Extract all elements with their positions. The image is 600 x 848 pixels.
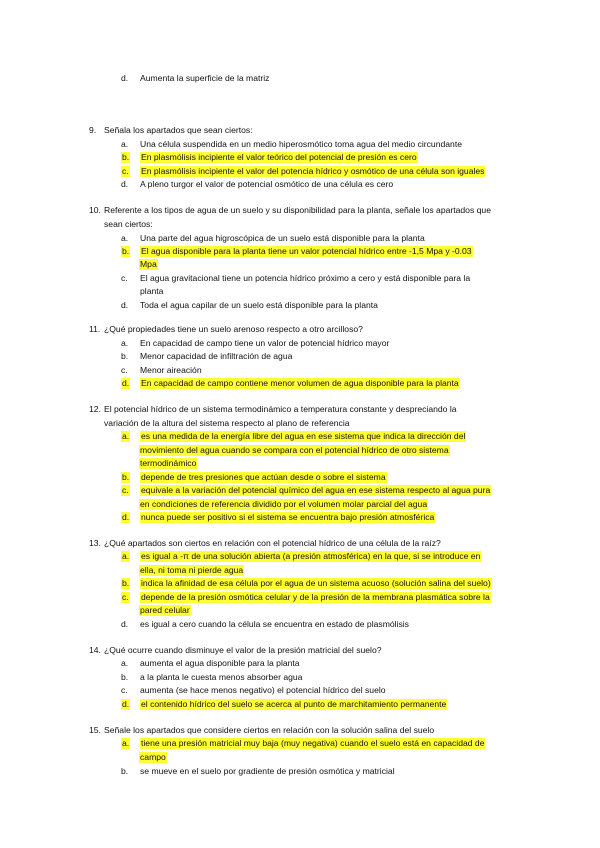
option-letter: c.	[121, 273, 128, 283]
option-letter: c.	[122, 592, 129, 602]
option-letter: a.	[121, 658, 129, 668]
question-number: 12.	[89, 404, 101, 414]
option-letter: b.	[122, 578, 130, 588]
question-text: El potencial hídrico de un sistema termodinámico a temperatura constante y despreciando la	[104, 404, 457, 414]
question-number: 13.	[89, 538, 101, 548]
option-letter: a.	[121, 233, 129, 243]
option-text-highlighted: En plasmólisis incipiente el valor teórico del potencial de presión es cero	[141, 152, 417, 162]
option-letter: d.	[121, 300, 129, 310]
option-letter: c.	[122, 485, 129, 495]
option-text: A pleno turgor el valor de potencial osmótico de una célula es cero	[140, 179, 394, 189]
option-text-continued: planta	[140, 286, 164, 296]
option-letter: d.	[121, 619, 129, 629]
question-text: Señala los apartados que sean ciertos:	[104, 125, 253, 135]
option-text: En capacidad de campo tiene un valor de potencial hídrico mayor	[140, 338, 390, 348]
option-text: El agua gravitacional tiene un potencia hídrico próximo a cero y está disponible para la	[140, 273, 471, 283]
option-text: se mueve en el suelo por gradiente de presión osmótica y matricial	[140, 766, 395, 776]
option-text: a la planta le cuesta menos absorber agua	[140, 672, 303, 682]
option-text-highlighted: depende de la presión osmótica celular y de la presión de la membrana plasmática sobre la	[141, 592, 490, 602]
option-text-highlighted: En plasmólisis incipiente el valor del potencia hídrico y osmótico de una célula son iguales	[141, 166, 485, 176]
option-text-highlighted: El agua disponible para la planta tiene un valor potencial hídrico entre -1,5 Mpa y -0.03	[141, 246, 472, 256]
option-text-continued-highlighted: termodinámico	[140, 458, 197, 468]
option-letter: a.	[122, 431, 130, 441]
option-text-continued-highlighted: ella, ni toma ni pierde agua	[140, 565, 244, 575]
option-text-highlighted: tiene una presión matricial muy baja (muy negativa) cuando el suelo está en capacidad de	[141, 738, 485, 748]
question-number: 10.	[89, 205, 101, 215]
option-letter: b.	[122, 246, 130, 256]
option-text: Una célula suspendida en un medio hiperosmótico toma agua del medio circundante	[140, 139, 462, 149]
option-letter: a.	[121, 139, 129, 149]
option-text-highlighted: En capacidad de campo contiene menor volumen de agua disponible para la planta	[141, 378, 459, 388]
option-letter: b.	[122, 472, 130, 482]
option-text-highlighted: el contenido hídrico del suelo se acerca al punto de marchitamiento permanente	[141, 699, 447, 709]
question-text: ¿Qué apartados son ciertos en relación con el potencial hídrico de una célula de la raíz?	[104, 538, 441, 548]
option-letter: b.	[122, 152, 130, 162]
question-text: Referente a los tipos de agua de un suelo y su disponibilidad para la planta, señale los apartados que	[104, 205, 491, 215]
option-letter: b.	[121, 766, 129, 776]
option-text-continued-highlighted: campo	[140, 752, 166, 762]
option-text-continued-highlighted: movimiento del agua cuando se compara con el potencial hídrico de otro sistema	[140, 445, 449, 455]
question-text-continued: variación de la altura del sistema respecto al plano de referencia	[104, 418, 350, 428]
option-letter: b.	[121, 672, 129, 682]
question-text: ¿Qué ocurre cuando disminuye el valor de la presión matricial del suelo?	[104, 645, 382, 655]
question-number: 14.	[89, 645, 101, 655]
option-text-highlighted: nunca puede ser positivo si el sistema se encuentra bajo presión atmosférica	[141, 512, 435, 522]
option-text: aumenta (se hace menos negativo) el potencial hídrico del suelo	[140, 685, 386, 695]
option-letter: d.	[122, 512, 130, 522]
option-letter: d.	[121, 179, 129, 189]
option-letter: c.	[121, 685, 128, 695]
option-text: Una parte del agua higroscópica de un suelo está disponible para la planta	[140, 233, 425, 243]
option-text: Menor capacidad de infiltración de agua	[140, 351, 293, 361]
option-text-highlighted: equivale a la variación del potencial químico del agua en ese sistema respecto al agua pura	[141, 485, 491, 495]
option-letter: b.	[121, 351, 129, 361]
question-number: 15.	[89, 725, 101, 735]
option-text: Aumenta la superficie de la matriz	[140, 73, 270, 83]
option-text-highlighted: es una medida de la energía libre del agua en ese sistema que indica la dirección del	[141, 431, 466, 441]
option-text: Menor aireación	[140, 365, 202, 375]
option-letter: c.	[122, 166, 129, 176]
option-text-continued-highlighted: en condiciones de referencia dividido por el volumen molar parcial del agua	[140, 499, 428, 509]
option-letter: d.	[122, 378, 130, 388]
option-text-continued-highlighted: pared celular	[140, 605, 190, 615]
option-letter: d.	[121, 73, 129, 83]
option-text: es igual a cero cuando la célula se encuentra en estado de plasmólisis	[140, 619, 409, 629]
option-letter: a.	[121, 338, 129, 348]
question-text-continued: sean ciertos:	[104, 219, 153, 229]
option-letter: a.	[122, 738, 130, 748]
option-letter: a.	[122, 551, 130, 561]
option-text: aumenta el agua disponible para la planta	[140, 658, 300, 668]
option-text-continued-highlighted: Mpa	[140, 259, 157, 269]
option-text: Toda el agua capilar de un suelo está disponible para la planta	[140, 300, 378, 310]
option-text-highlighted: es igual a -π de una solución abierta (a presión atmosférica) en la que, si se introduce en	[141, 551, 481, 561]
option-letter: c.	[121, 365, 128, 375]
option-text-highlighted: depende de tres presiones que actúan desde o sobre el sistema	[141, 472, 386, 482]
option-letter: d.	[122, 699, 130, 709]
question-number: 11.	[89, 324, 101, 334]
option-text-highlighted: indica la afinidad de esa célula por el agua de un sistema acuoso (solución salina del suelo)	[141, 578, 491, 588]
question-text: Señale los apartados que considere ciertos en relación con la solución salina del suelo	[104, 725, 435, 735]
question-text: ¿Qué propiedades tiene un suelo arenoso respecto a otro arcilloso?	[104, 324, 363, 334]
question-number: 9.	[89, 125, 97, 135]
